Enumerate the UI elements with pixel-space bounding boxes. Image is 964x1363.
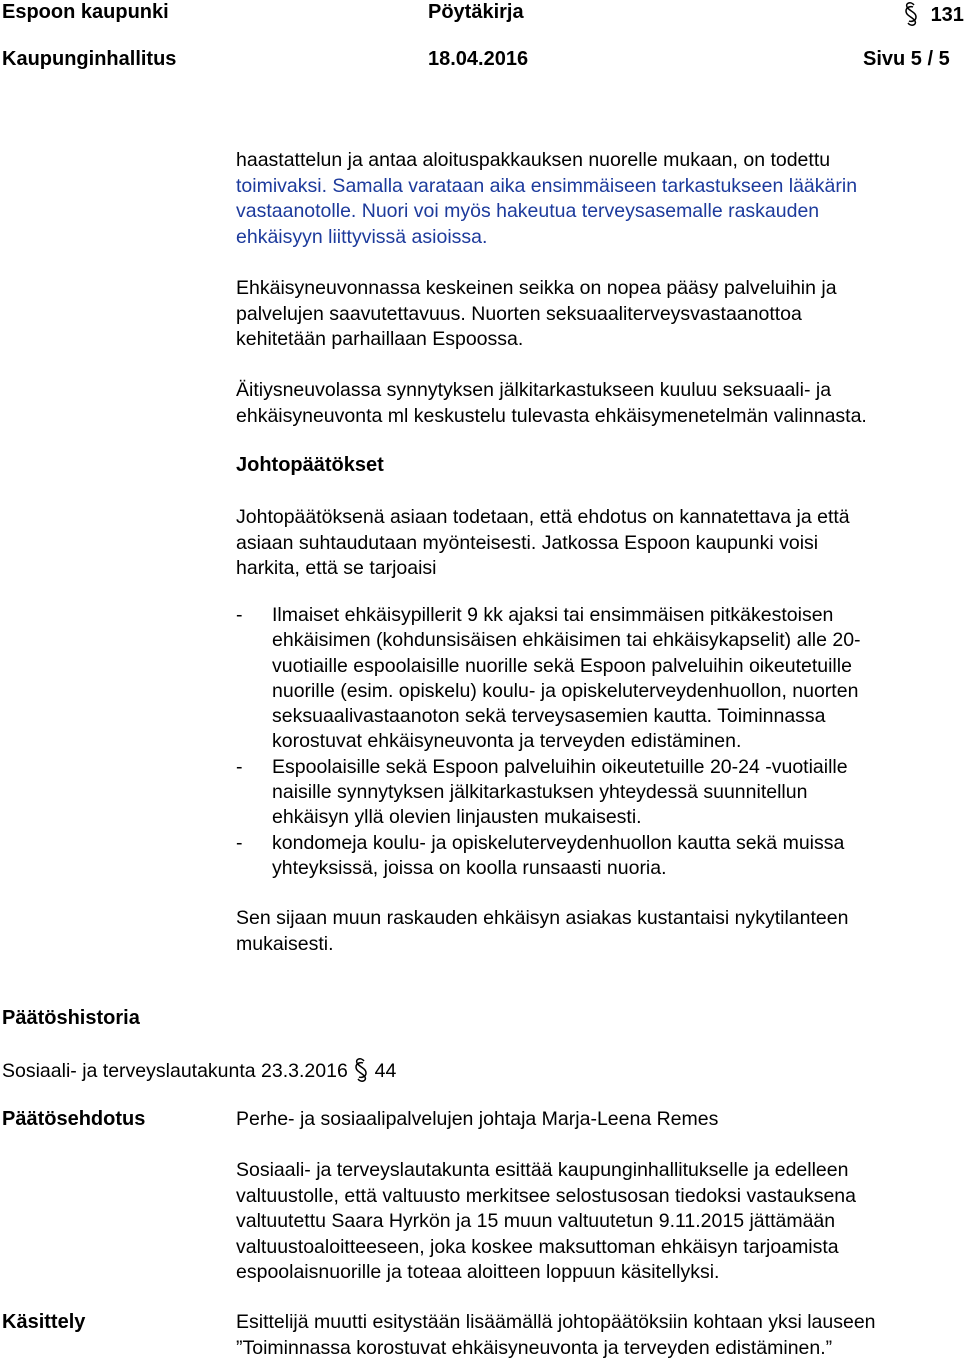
section-sign-icon bbox=[353, 1057, 369, 1089]
header-section-number bbox=[903, 1, 964, 33]
header-section-num: 131 bbox=[930, 4, 964, 26]
text-line: haastattelun ja antaa aloituspakkauksen nuorelle mukaan, on todettu bbox=[236, 149, 831, 171]
text-line: palvelujen saavutettavuus. Nuorten seksuaaliterveysvastaanottoa bbox=[236, 302, 802, 325]
text-line: naisille synnytyksen jälkitarkastuksen yhteydessä suunnitellun bbox=[272, 781, 808, 804]
text-line: korostuvat ehkäisyneuvonta ja terveyden edistäminen. bbox=[272, 730, 742, 753]
header-org: Espoon kaupunki bbox=[2, 1, 169, 23]
bullet-dash: - bbox=[236, 831, 243, 854]
header-date: 18.04.2016 bbox=[428, 48, 529, 70]
bullet-dash: - bbox=[236, 604, 243, 626]
proposal-label: Päätösehdotus bbox=[2, 1108, 146, 1130]
header-page: Sivu 5 / 5 bbox=[863, 48, 950, 70]
text-line: mukaisesti. bbox=[236, 932, 334, 955]
text-line: ehkäisyn yllä olevien linjausten mukaisesti. bbox=[272, 806, 642, 829]
text-line: Ehkäisyneuvonnassa keskeinen seikka on nopea pääsy palveluihin ja bbox=[236, 277, 837, 299]
text-line: nuorille (esim. opiskelu) koulu- ja opiskeluterveydenhuollon, nuorten bbox=[272, 679, 859, 702]
text-line: valtuustolle, että valtuusto merkitsee selostusosan tiedoksi vastauksena bbox=[236, 1184, 857, 1207]
list-item bbox=[236, 603, 861, 755]
proposal-paragraph bbox=[236, 1158, 856, 1286]
handling-paragraph bbox=[236, 1310, 876, 1361]
text-line: Johtopäätöksenä asiaan todetaan, että ehdotus on kannatettava ja että bbox=[236, 506, 850, 528]
text-line: vuotiaille espoolaisille nuorille sekä Espoon palveluihin oikeutetuille bbox=[272, 654, 852, 677]
text-line: kondomeja koulu- ja opiskeluterveydenhuollon kautta sekä muissa bbox=[272, 831, 845, 854]
list-item bbox=[236, 831, 861, 882]
proposer: Perhe- ja sosiaalipalvelujen johtaja Marja-Leena Remes bbox=[236, 1108, 719, 1130]
conclusions-closing bbox=[236, 906, 848, 957]
text-line: harkita, että se tarjoaisi bbox=[236, 557, 437, 579]
text-line: ehkäisyyn liittyvissä asioissa. bbox=[236, 225, 488, 248]
text-line: Esittelijä muutti esitystään lisäämällä johtopäätöksiin kohtaan yksi lauseen bbox=[236, 1311, 876, 1333]
conclusions-paragraph bbox=[236, 505, 850, 582]
history-committee: Sosiaali- ja terveyslautakunta 23.3.2016 bbox=[2, 1060, 348, 1082]
text-line: asiaan suhtaudutaan myönteisesti. Jatkossa Espoon kaupunki voisi bbox=[236, 531, 819, 554]
bullet-dash: - bbox=[236, 755, 243, 778]
text-line: seksuaalivastaanoton sekä terveysasemien kautta. Toiminnassa bbox=[272, 705, 826, 728]
text-line: kehitetään parhaillaan Espoossa. bbox=[236, 328, 524, 350]
history-heading: Päätöshistoria bbox=[2, 1007, 140, 1029]
text-line: Ilmaiset ehkäisypillerit 9 kk ajaksi tai ensimmäisen pitkäkestoisen bbox=[272, 604, 834, 626]
text-line: Sen sijaan muun raskauden ehkäisyn asiakas kustantaisi nykytilanteen bbox=[236, 907, 849, 929]
text-line: toimivaksi. Samalla varataan aika ensimmäiseen tarkastukseen lääkärin bbox=[236, 174, 858, 197]
text-line: espoolaisnuorille ja toteaa aloitteen loppuun käsitellyksi. bbox=[236, 1261, 720, 1283]
text-line: Äitiysneuvolassa synnytyksen jälkitarkastukseen kuuluu seksuaali- ja bbox=[236, 379, 832, 401]
conclusions-bullet-list bbox=[236, 603, 861, 881]
text-line: ehkäisimen (kohdunsisäisen ehkäisimen tai ehkäisykapselit) alle 20- bbox=[272, 629, 861, 652]
text-line: ehkäisyneuvonta ml keskustelu tulevasta ehkäisymenetelmän valinnasta. bbox=[236, 404, 867, 427]
header-body-name: Kaupunginhallitus bbox=[2, 48, 177, 70]
history-section-num: 44 bbox=[374, 1060, 397, 1082]
text-line: ”Toiminnassa korostuvat ehkäisyneuvonta ja terveyden edistäminen.” bbox=[236, 1336, 833, 1359]
intro-paragraph-1 bbox=[236, 148, 857, 250]
history-committee-line bbox=[2, 1057, 396, 1089]
intro-paragraph-3 bbox=[236, 378, 867, 429]
conclusions-heading: Johtopäätökset bbox=[236, 454, 384, 476]
handling-label: Käsittely bbox=[2, 1311, 86, 1333]
text-line: valtuutettu Saara Hyrkön ja 15 muun valtuutetun 9.11.2015 jättämään bbox=[236, 1210, 836, 1232]
list-item bbox=[236, 755, 861, 831]
text-line: Espoolaisille sekä Espoon palveluihin oikeutetuille 20-24 -vuotiaille bbox=[272, 755, 848, 778]
text-line: valtuustoaloitteeseen, joka koskee maksuttoman ehkäisyn tarjoamista bbox=[236, 1235, 839, 1258]
section-sign-icon bbox=[903, 1, 919, 33]
header-doc-type: Pöytäkirja bbox=[428, 1, 524, 23]
text-line: yhteyksissä, joissa on koolla runsaasti nuoria. bbox=[272, 856, 667, 879]
intro-paragraph-2 bbox=[236, 276, 837, 353]
text-line: Sosiaali- ja terveyslautakunta esittää kaupunginhallitukselle ja edelleen bbox=[236, 1159, 849, 1181]
text-line: vastaanotolle. Nuori voi myös hakeutua terveysasemalle raskauden bbox=[236, 200, 820, 222]
